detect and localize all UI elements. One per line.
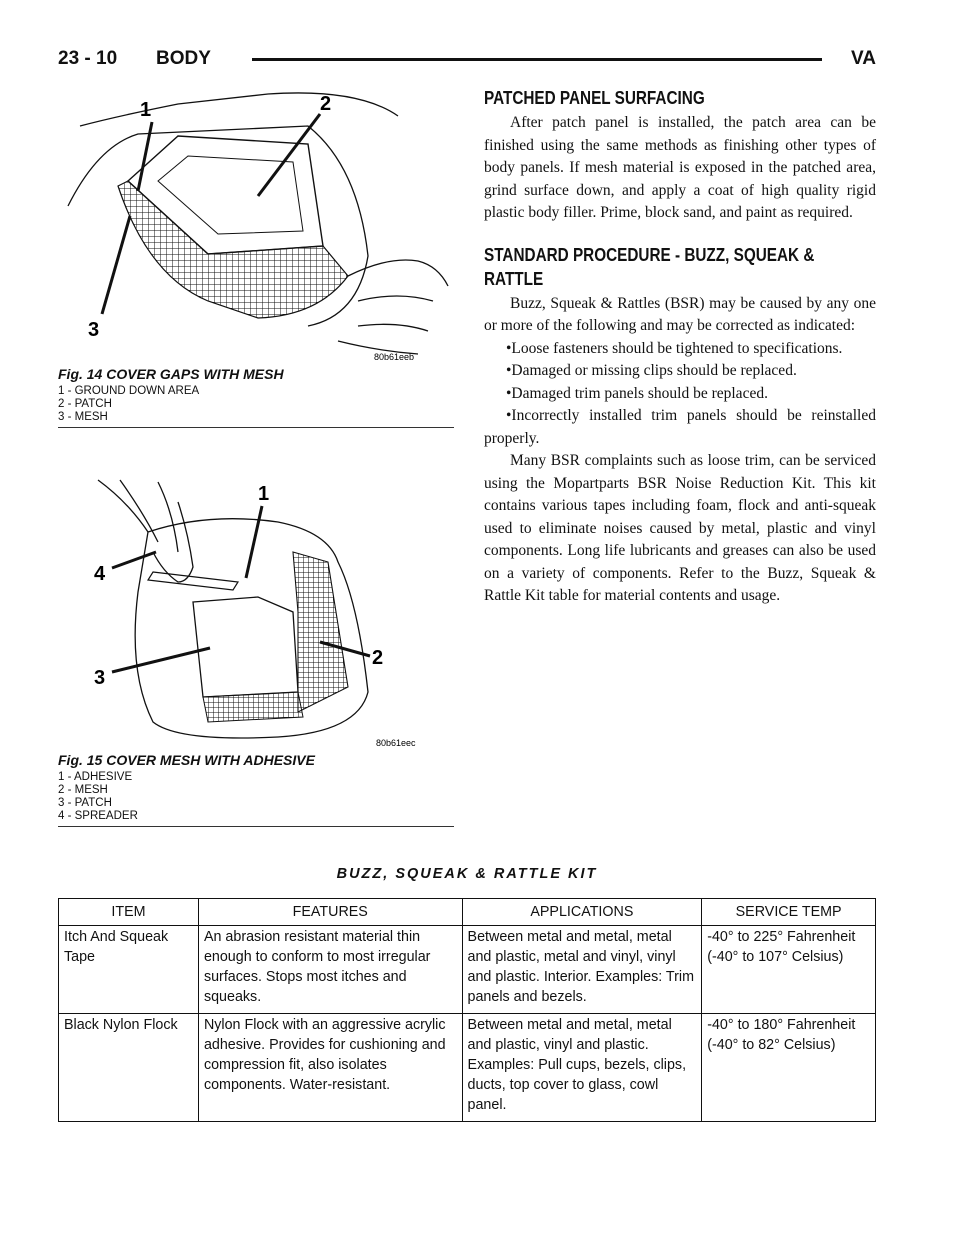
model-code: VA bbox=[851, 48, 876, 69]
figure-14-callout-1 bbox=[138, 99, 152, 191]
svg-text:1: 1 bbox=[140, 99, 152, 121]
figure-15-caption: Fig. 15 COVER MESH WITH ADHESIVE bbox=[58, 752, 315, 768]
temp-celsius: (-40° to 107° Celsius) bbox=[707, 949, 844, 965]
cell-features: Nylon Flock with an aggressive acrylic adhesive. Provides for cushioning and compression fit, also isolates components. Water-resistant. bbox=[198, 1014, 462, 1122]
legend-item: 2 - PATCH bbox=[58, 398, 112, 410]
figure-14-image-id: 80b61eeb bbox=[374, 352, 415, 362]
figure-15-callout-1 bbox=[246, 483, 269, 578]
right-column bbox=[484, 86, 876, 608]
cell-applications: Between metal and metal, metal and plastic, metal and vinyl, vinyl and plastic. Interior. Examples: Trim panels and bezels. bbox=[462, 926, 702, 1014]
column-header: ITEM bbox=[59, 899, 199, 926]
column-header: APPLICATIONS bbox=[462, 899, 702, 926]
bsr-bullet: •Incorrectly installed trim panels should be reinstalled properly. bbox=[484, 407, 876, 447]
patched-panel-body: After patch panel is installed, the patch area can be finished using the same methods as finishing other types of body panels. If mesh material is exposed in the patched area, grind surface down, and apply a coat of high quality rigid plastic body filler. Prime, block sand, and paint as required. bbox=[484, 114, 876, 221]
table-row bbox=[59, 1014, 876, 1122]
figure-14-caption: Fig. 14 COVER GAPS WITH MESH bbox=[58, 366, 284, 382]
svg-text:1: 1 bbox=[258, 483, 270, 505]
cell-item: Itch And Squeak Tape bbox=[59, 926, 199, 1014]
figure-15 bbox=[58, 472, 454, 827]
figure-15-legend bbox=[58, 771, 454, 823]
bsr-intro: Buzz, Squeak & Rattles (BSR) may be caused by any one or more of the following and may be corrected as indicated: bbox=[484, 294, 876, 334]
cell-applications: Between metal and metal, metal and plastic, vinyl and plastic. Examples: Pull cups, bezels, clips, ducts, top cover to glass, cowl panel. bbox=[462, 1014, 702, 1122]
svg-text:4: 4 bbox=[94, 563, 106, 585]
svg-text:2: 2 bbox=[372, 647, 384, 669]
column-header: FEATURES bbox=[198, 899, 462, 926]
bsr-closing: Many BSR complaints such as loose trim, can be serviced using the Mopartparts BSR Noise Reduction Kit. This kit contains various tapes including foam, flock and anti-squeak used to eliminate noises caused by metal, plastic and vinyl components. Long life lubricants and greases can also be used on a variety of components. Refer to the Buzz, Squeak & Rattle Kit table for material contents and usage. bbox=[484, 452, 876, 604]
legend-item: 4 - SPREADER bbox=[58, 810, 138, 822]
bsr-bullet: •Loose fasteners should be tightened to specifications. bbox=[506, 339, 843, 357]
column-header: SERVICE TEMP bbox=[702, 899, 876, 926]
temp-fahrenheit: -40° to 180° Fahrenheit bbox=[707, 1017, 856, 1033]
cell-service-temp bbox=[702, 1014, 876, 1122]
heading-patched-panel: PATCHED PANEL SURFACING bbox=[484, 88, 705, 108]
cell-features: An abrasion resistant material thin enough to conform to most irregular surfaces. Stops most itches and squeaks. bbox=[198, 926, 462, 1014]
table-header-row bbox=[59, 899, 876, 926]
legend-item: 1 - GROUND DOWN AREA bbox=[58, 385, 200, 397]
figure-14-callout-3 bbox=[88, 216, 130, 341]
figure-15-callout-3 bbox=[94, 648, 210, 689]
legend-item: 3 - PATCH bbox=[58, 797, 112, 809]
page-header bbox=[58, 48, 876, 72]
heading-bsr: STANDARD PROCEDURE - BUZZ, SQUEAK & RATTLE bbox=[484, 244, 815, 289]
figure-14-callout-2 bbox=[258, 93, 331, 196]
figure-15-divider bbox=[58, 826, 454, 827]
legend-item: 2 - MESH bbox=[58, 784, 108, 796]
svg-text:3: 3 bbox=[88, 319, 100, 341]
section-title: BODY bbox=[156, 48, 211, 69]
cell-item: Black Nylon Flock bbox=[59, 1014, 199, 1122]
figure-15-callout-4 bbox=[94, 552, 156, 585]
table-row bbox=[59, 926, 876, 1014]
figure-15-illustration bbox=[58, 472, 454, 752]
figure-14 bbox=[58, 86, 454, 428]
figure-14-legend bbox=[58, 385, 454, 424]
bsr-bullet: •Damaged or missing clips should be replaced. bbox=[506, 362, 797, 379]
kit-table-title: BUZZ, SQUEAK & RATTLE KIT bbox=[336, 866, 598, 882]
kit-table bbox=[58, 898, 876, 1122]
cell-service-temp bbox=[702, 926, 876, 1014]
page-number: 23 - 10 bbox=[58, 48, 118, 69]
legend-item: 1 - ADHESIVE bbox=[58, 771, 133, 783]
svg-text:3: 3 bbox=[94, 667, 106, 689]
figure-14-illustration bbox=[58, 86, 454, 366]
header-rule bbox=[252, 58, 822, 61]
svg-text:2: 2 bbox=[320, 93, 332, 115]
temp-fahrenheit: -40° to 225° Fahrenheit bbox=[707, 929, 856, 945]
temp-celsius: (-40° to 82° Celsius) bbox=[707, 1037, 836, 1053]
figure-14-divider bbox=[58, 427, 454, 428]
bsr-bullet: •Damaged trim panels should be replaced. bbox=[506, 384, 768, 402]
legend-item: 3 - MESH bbox=[58, 411, 108, 423]
figure-15-image-id: 80b61eec bbox=[376, 738, 416, 748]
